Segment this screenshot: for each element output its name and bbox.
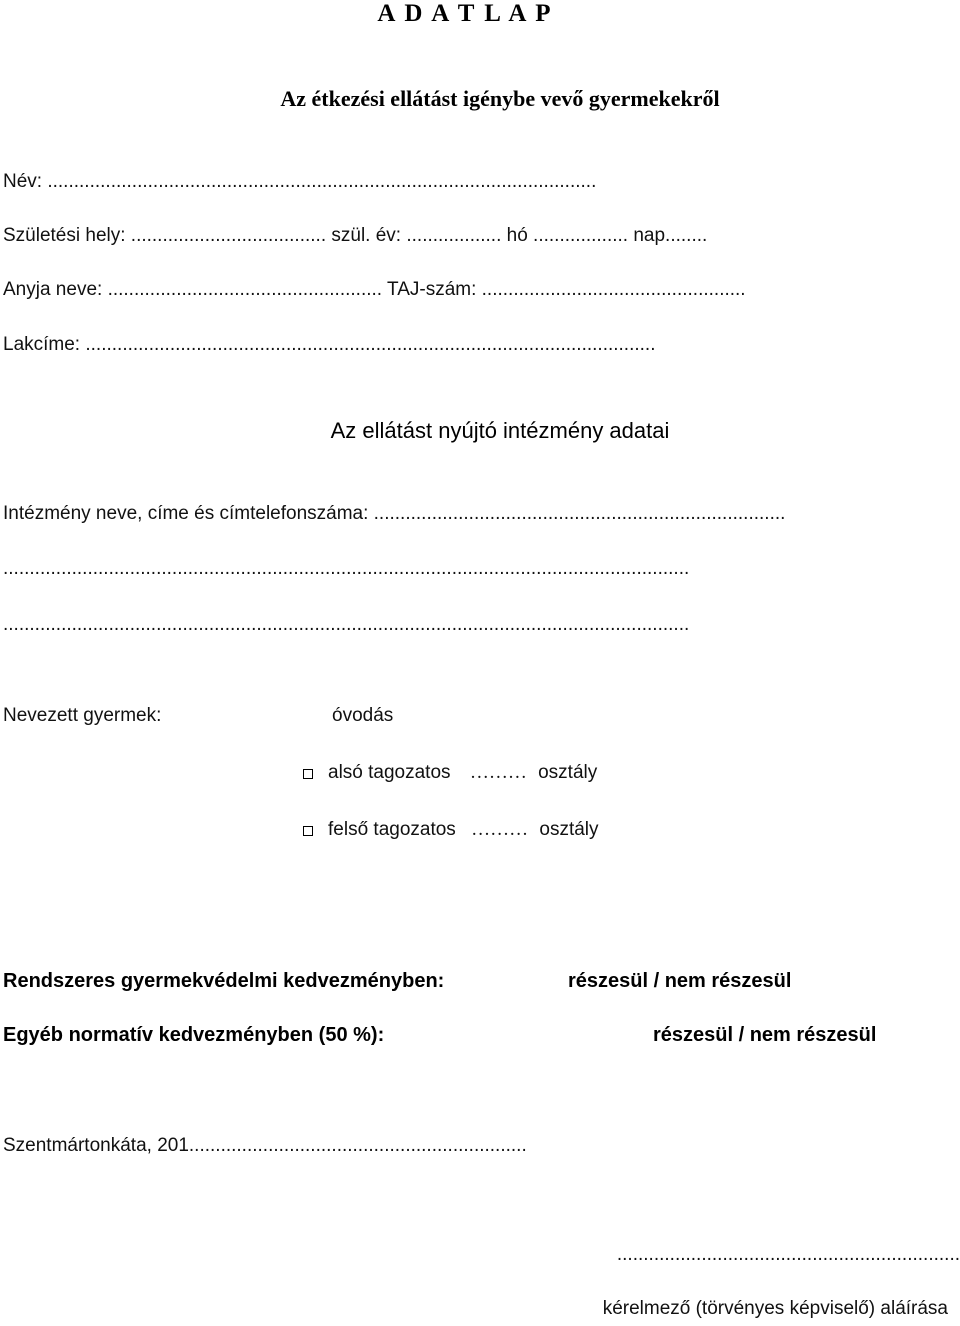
other-benefit-value[interactable]: részesül / nem részesül (653, 1024, 877, 1046)
upper-grade-dots[interactable]: ……… (471, 819, 529, 840)
signature-label: kérelmező (törvényes képviselő) aláírása (602, 1298, 948, 1319)
name-field[interactable]: Név: ........................................................................................................ (3, 171, 597, 192)
other-benefit-label: Egyéb normatív kedvezményben (50 %): (3, 1024, 385, 1046)
institution-line-3[interactable]: .................................................................................................................................. (3, 614, 690, 635)
child-type-label: Nevezett gyermek: (3, 705, 162, 726)
lower-grade-suffix: osztály (538, 762, 598, 783)
institution-line-2[interactable]: .................................................................................................................................. (3, 558, 690, 579)
upper-grade-label: felső tagozatos (328, 819, 456, 840)
lower-grade-label: alsó tagozatos (328, 762, 451, 783)
institution-field[interactable]: Intézmény neve, címe és címtelefonszáma: .............................................................................. (3, 503, 786, 524)
mother-taj-field[interactable]: Anyja neve: .................................................... TAJ-szám: .................................................. (3, 279, 746, 300)
document-title: A D A T L A P (377, 0, 553, 27)
upper-grade-checkbox[interactable] (303, 826, 313, 836)
lower-grade-dots[interactable]: ……… (469, 762, 527, 783)
lower-grade-option (328, 762, 597, 784)
upper-grade-suffix: osztály (539, 819, 599, 840)
institution-heading: Az ellátást nyújtó intézmény adatai (330, 418, 670, 443)
upper-grade-option (328, 819, 599, 841)
lower-grade-checkbox[interactable] (303, 769, 313, 779)
kindergarten-option: óvodás (332, 705, 394, 726)
regular-benefit-label: Rendszeres gyermekvédelmi kedvezményben: (3, 970, 445, 992)
regular-benefit-value[interactable]: részesül / nem részesül (568, 970, 792, 992)
address-field[interactable]: Lakcíme: ............................................................................................................ (3, 334, 656, 355)
signature-line[interactable]: ................................................................. (616, 1244, 960, 1265)
birth-field[interactable]: Születési hely: ..................................... szül. év: .................. hó .................. nap........ (3, 225, 708, 246)
place-date-field[interactable]: Szentmártonkáta, 201................................................................ (3, 1135, 527, 1156)
document-subtitle: Az étkezési ellátást igénybe vevő gyermekekről (280, 86, 720, 111)
